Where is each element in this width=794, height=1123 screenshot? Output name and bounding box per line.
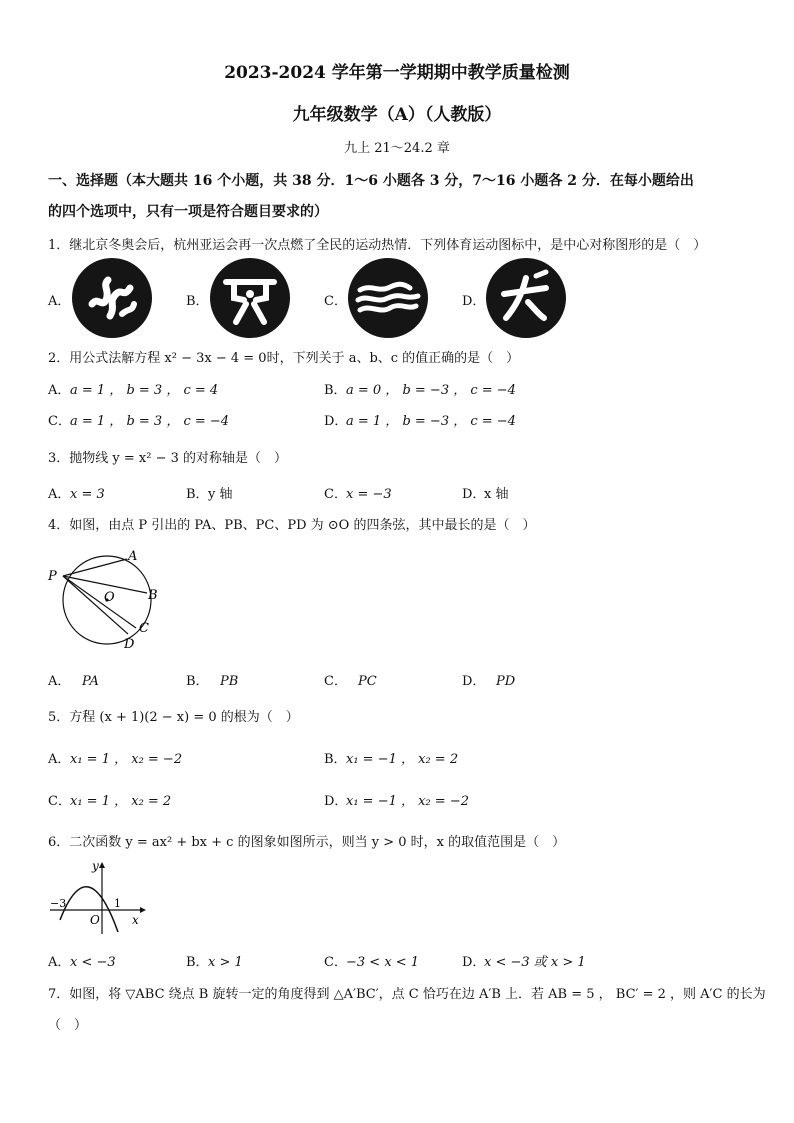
point-c-label: C bbox=[139, 621, 149, 636]
option-text: y 轴 bbox=[208, 487, 233, 502]
q7-stem: 7．如图，将 ▽ABC 绕点 B 旋转一定的角度得到 △A′BC′，点 C 恰巧在边 A′B 上．若 AB = 5 ， BC′ = 2 ，则 A′C 的长为 bbox=[48, 987, 766, 1002]
exam-title: 2023-2024 学年第一学期期中教学质量检测 bbox=[224, 63, 570, 83]
q6-stem: 6．二次函数 y = ax² + bx + c 的图象如图所示，则当 y > 0 时，x 的取值范围是（ ） bbox=[48, 835, 566, 850]
option-text: x₁ = −1 ， x₂ = −2 bbox=[346, 794, 469, 809]
option-label: A． bbox=[48, 383, 71, 398]
q4-circle-figure bbox=[44, 546, 174, 656]
q3-option-c bbox=[324, 483, 392, 502]
option-label: A． bbox=[48, 674, 71, 689]
option-label: B． bbox=[186, 955, 209, 970]
option-text: PD bbox=[496, 674, 516, 689]
option-label: A． bbox=[48, 752, 71, 767]
option-label: C． bbox=[48, 794, 71, 809]
q3-option-a bbox=[48, 483, 105, 502]
option-label: D． bbox=[324, 794, 348, 809]
option-text: x 轴 bbox=[484, 487, 509, 502]
q5-stem: 5．方程 (x + 1)(2 − x) = 0 的根为（ ） bbox=[48, 710, 299, 725]
q5-option-d bbox=[324, 790, 469, 809]
q2-option-c bbox=[48, 410, 229, 429]
point-d-label: D bbox=[124, 637, 135, 652]
option-text: x = −3 bbox=[346, 487, 392, 502]
q5-option-c bbox=[48, 790, 171, 809]
q6-option-d bbox=[462, 951, 586, 970]
weightlifting-icon bbox=[210, 258, 290, 338]
section-heading-line2: 的四个选项中，只有一项是符合题目要求的） bbox=[48, 204, 328, 220]
q6-option-a bbox=[48, 951, 116, 970]
q1-option-a-label: A． bbox=[48, 294, 71, 309]
swimming-icon bbox=[348, 258, 428, 338]
point-a-label: A bbox=[128, 549, 138, 564]
q6-option-c bbox=[324, 951, 419, 970]
option-label: B． bbox=[186, 674, 209, 689]
option-label: C． bbox=[48, 414, 71, 429]
exam-scope: 九上 21～24.2 章 bbox=[344, 141, 450, 156]
option-text: a = 1 ， b = 3 ， c = −4 bbox=[70, 414, 230, 429]
point-o-label: O bbox=[104, 590, 115, 605]
q1-stem: 1．继北京冬奥会后，杭州亚运会再一次点燃了全民的运动热情．下列体育运动图标中，是中心对称图形的是（ ） bbox=[48, 238, 707, 253]
option-label: A． bbox=[48, 955, 71, 970]
q2-option-b bbox=[324, 379, 516, 398]
option-text: PA bbox=[82, 674, 99, 689]
x-axis-label: x bbox=[132, 913, 139, 927]
q2-stem: 2．用公式法解方程 x² − 3x − 4 = 0时，下列关于 a、b、c 的值正确的是（ ） bbox=[48, 351, 520, 366]
q4-stem: 4．如图，由点 P 引出的 PA、PB、PC、PD 为 ⊙O 的四条弦，其中最长的是（ ） bbox=[48, 518, 536, 533]
q2-option-a bbox=[48, 379, 218, 398]
q3-option-b bbox=[186, 483, 232, 502]
q3-option-d bbox=[462, 483, 508, 502]
option-text: x = 3 bbox=[70, 487, 105, 502]
q4-option-a bbox=[48, 670, 99, 689]
option-label: D． bbox=[462, 487, 486, 502]
climbing-icon bbox=[72, 258, 152, 338]
option-text: x₁ = 1 ， x₂ = 2 bbox=[70, 794, 172, 809]
option-label: D． bbox=[462, 674, 486, 689]
option-label: B． bbox=[186, 487, 209, 502]
option-text: x₁ = 1 ， x₂ = −2 bbox=[70, 752, 183, 767]
q7-stem-continued: （ ） bbox=[48, 1018, 88, 1033]
q4-option-b bbox=[186, 670, 238, 689]
option-text: a = 1 ， b = 3 ， c = 4 bbox=[70, 383, 219, 398]
archery-icon bbox=[486, 258, 566, 338]
option-text: a = 0 ， b = −3 ， c = −4 bbox=[346, 383, 516, 398]
exam-subtitle: 九年级数学（A）（人教版） bbox=[292, 105, 502, 125]
q5-option-a bbox=[48, 748, 182, 767]
option-label: C． bbox=[324, 487, 347, 502]
q1-option-c-label: C． bbox=[324, 294, 347, 309]
origin-label: O bbox=[90, 913, 100, 927]
option-text: x₁ = −1 ， x₂ = 2 bbox=[346, 752, 459, 767]
q2-option-d bbox=[324, 410, 516, 429]
option-label: B． bbox=[324, 752, 347, 767]
q1-option-d-label: D． bbox=[462, 294, 486, 309]
option-label: C． bbox=[324, 955, 347, 970]
q5-option-b bbox=[324, 748, 458, 767]
option-text: x < −3 bbox=[70, 955, 116, 970]
one-tick-label: 1 bbox=[114, 897, 121, 910]
option-label: A． bbox=[48, 487, 71, 502]
q4-option-c bbox=[324, 670, 377, 689]
q4-option-d bbox=[462, 670, 515, 689]
option-text: a = 1 ， b = −3 ， c = −4 bbox=[346, 414, 516, 429]
option-label: D． bbox=[324, 414, 348, 429]
option-label: C． bbox=[324, 674, 347, 689]
q1-option-b-label: B． bbox=[186, 294, 209, 309]
neg3-tick-label: −3 bbox=[50, 897, 67, 910]
y-axis-label: y bbox=[92, 859, 99, 873]
q6-option-b bbox=[186, 951, 243, 970]
q3-stem: 3．抛物线 y = x² − 3 的对称轴是（ ） bbox=[48, 451, 288, 466]
point-b-label: B bbox=[148, 588, 158, 603]
option-text: x < −3 或 x > 1 bbox=[484, 955, 586, 970]
option-label: D． bbox=[462, 955, 486, 970]
point-p-label: P bbox=[48, 569, 57, 584]
section-heading-line1: 一、选择题（本大题共 16 个小题，共 38 分．1～6 小题各 3 分，7～16 小题各 2 分．在每小题给出 bbox=[48, 173, 694, 189]
q6-parabola-figure bbox=[44, 858, 154, 936]
option-text: −3 < x < 1 bbox=[346, 955, 420, 970]
option-text: x > 1 bbox=[208, 955, 243, 970]
option-label: B． bbox=[324, 383, 347, 398]
option-text: PC bbox=[358, 674, 377, 689]
option-text: PB bbox=[220, 674, 239, 689]
